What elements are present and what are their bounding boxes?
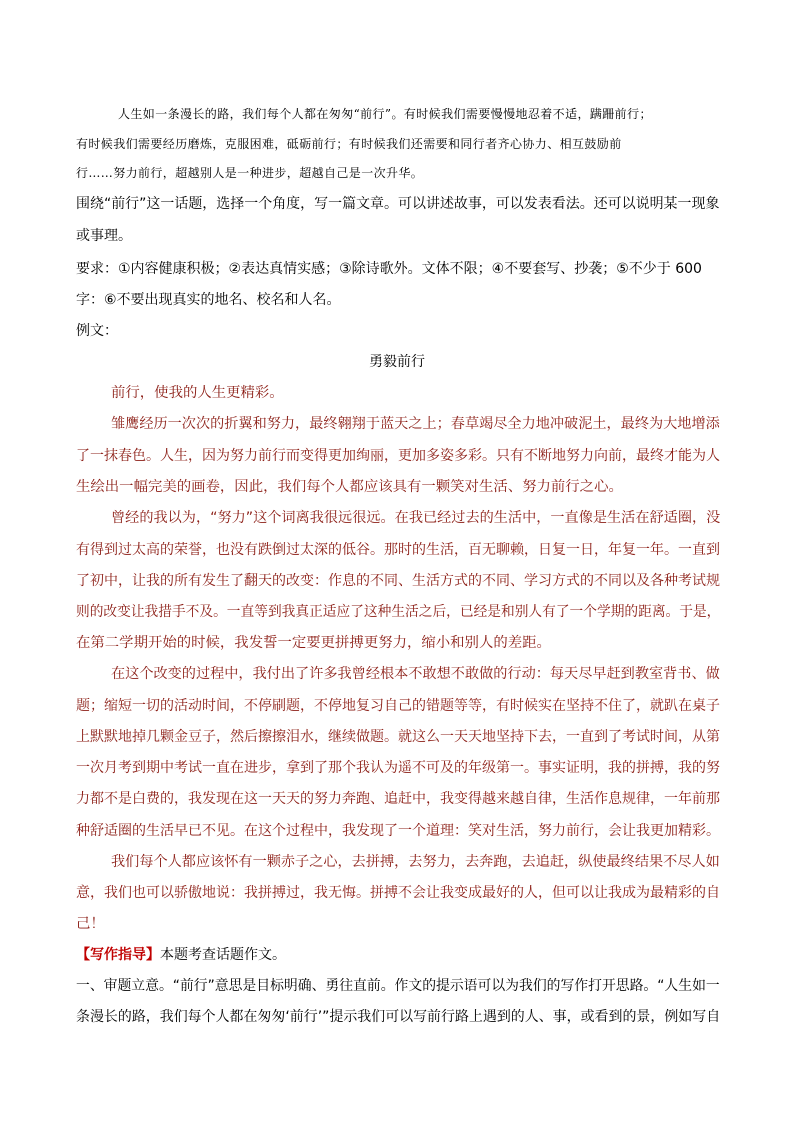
essay-line: 题；缩短一切的活动时间，不停刷题，不停地复习自己的错题等等，有时候实在坚持不住了，就趴在桌子 [76,698,720,714]
essay-line: 己！ [76,916,105,932]
guide-line: 一、审题立意。“前行”意思是目标明确、勇往直前。作文的提示语可以为我们的写作打开思路。“人生如一 [76,978,720,994]
guide-heading [76,945,286,965]
essay-line: 了一抹春色。人生，因为努力前行而变得更加绚丽，更加多姿多彩。只有不断地努力向前，最终才能为人 [76,448,720,464]
requirements-line: 字：⑥不要出现真实的地名、校名和人名。 [76,292,341,308]
essay-line: 意，我们也可以骄傲地说：我拼搏过，我无悔。拼搏不会让我变成最好的人，但可以让我成为最精彩的自 [76,885,720,901]
essay-line: 有得到过太高的荣誉，也没有跌倒过太深的低谷。那时的生活，百无聊赖，日复一日，年复一年。一直到 [76,542,720,558]
essay-line: 曾经的我以为，“努力”这个词离我很远很远。在我已经过去的生活中，一直像是生活在舒适圈，没 [111,510,721,526]
essay-line: 我们每个人都应该怀有一颗赤子之心，去拼搏，去努力，去奔跑，去追赶，纵使最终结果不尽人如 [111,854,720,870]
essay-line: 前行，使我的人生更精彩。 [111,385,284,401]
essay-line: 力都不是白费的，我发现在这一天天的努力奔跑、追赶中，我变得越来越自律，生活作息规律，一年前那 [76,791,720,807]
essay-line: 上默默地掉几颗金豆子，然后擦擦泪水，继续做题。就这么一天天地坚持下去，一直到了考试时间，从第 [76,729,720,745]
requirements-line: 要求：①内容健康积极；②表达真情实感；③除诗歌外。文体不限；④不要套写、抄袭；⑤不少于 600 [76,261,702,277]
guide-line: 条漫长的路，我们每个人都在匆匆‘前行’”提示我们可以写前行路上遇到的人、事，或看到的景，例如写自 [76,1009,721,1025]
task-line: 围绕“前行”这一话题，选择一个角度，写一篇文章。可以讲述故事，可以发表看法。还可以说明某一现象 [76,196,720,212]
essay-line: 在第二学期开始的时候，我发誓一定要更拼搏更努力，缩小和别人的差距。 [76,635,551,651]
guide-intro: 本题考查话题作文。 [160,947,286,963]
prompt-line: 有时候我们需要经历磨炼，克服困难，砥砺前行；有时候我们还需要和同行者齐心协力、相互鼓励前 [76,137,622,151]
essay-line: 雏鹰经历一次次的折翼和努力，最终翱翔于蓝天之上；春草竭尽全力地冲破泥土，最终为大地增添 [111,416,720,432]
prompt-line: 行……努力前行，超越别人是一种进步，超越自己是一次升华。 [76,166,424,180]
essay-title: 勇毅前行 [369,354,425,370]
task-line: 或事理。 [76,228,132,244]
example-label: 例文： [76,323,118,339]
essay-line: 种舒适圈的生活早已不见。在这个过程中，我发现了一个道理：笑对生活，努力前行，会让我更加精彩。 [76,823,720,839]
prompt-line: 人生如一条漫长的路，我们每个人都在匆匆“前行”。有时候我们需要慢慢地忍着不适，蹒跚前行； [118,107,652,121]
essay-line: 则的改变让我措手不及。一直等到我真正适应了这种生活之后，已经是和别人有了一个学期的距离。于是， [76,604,721,620]
guide-tag: 【写作指导】 [76,947,160,963]
essay-line: 一次月考到期中考试一直在进步，拿到了那个我认为遥不可及的年级第一。事实证明，我的拼搏，我的努 [76,760,720,776]
essay-line: 在这个改变的过程中，我付出了许多我曾经根本不敢想不敢做的行动：每天尽早赶到教室背书、做 [111,666,720,682]
essay-line: 了初中，让我的所有发生了翻天的改变：作息的不同、生活方式的不同、学习方式的不同以及各种考试规 [76,573,720,589]
essay-line: 生绘出一幅完美的画卷，因此，我们每个人都应该具有一颗笑对生活、努力前行之心。 [76,479,623,495]
